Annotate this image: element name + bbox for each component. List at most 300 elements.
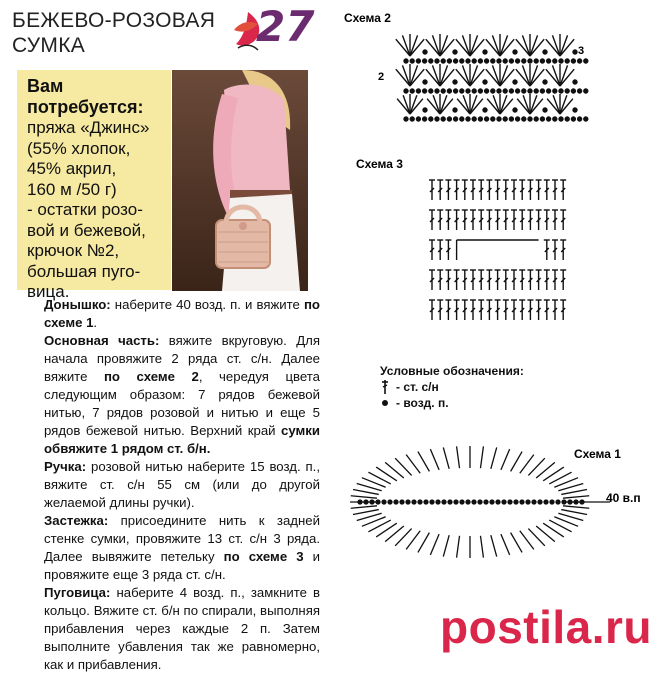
article-title [12, 8, 215, 58]
dc-symbol [560, 240, 566, 260]
chain-dot [423, 80, 427, 84]
chain-dot [578, 59, 582, 63]
fan-symbol [546, 64, 574, 86]
dc-symbol [560, 270, 566, 290]
fan-symbol [426, 34, 454, 56]
dc-symbol [536, 180, 542, 200]
dc-symbol [437, 270, 443, 290]
dc-symbol [429, 240, 435, 260]
chain-dot [550, 500, 554, 504]
materials-line: (55% хлопок, [27, 138, 131, 158]
label-main: Основная часть: [44, 333, 160, 348]
dc-symbol [429, 270, 435, 290]
title-line-1: БЕЖЕВО-РОЗОВАЯ [12, 9, 216, 32]
dc-symbol [443, 447, 449, 468]
chain-dot [571, 59, 575, 63]
dc-symbol [454, 270, 460, 290]
chain-dot [565, 59, 569, 63]
materials-line: крючок №2, [27, 241, 120, 260]
materials-heading-line-2: потребуется: [27, 97, 144, 117]
dc-symbol [503, 300, 509, 320]
watermark-text: postila.ru [440, 601, 653, 653]
dc-symbol [480, 446, 483, 468]
fan-symbol [516, 34, 544, 56]
bold-bottom: по схеме 1 [44, 297, 320, 330]
dc-symbol [445, 270, 451, 290]
dc-symbol [430, 449, 439, 470]
scheme-2-diagram [340, 8, 590, 128]
chain-dot [441, 117, 445, 121]
chain-dot [513, 80, 517, 84]
dc-symbol [457, 536, 460, 558]
materials-line: пряжа «Джинс» [27, 118, 150, 137]
fan-symbol [457, 94, 483, 114]
label-clasp: Застежка: [44, 513, 109, 528]
chain-dot [478, 89, 482, 93]
dc-symbol [495, 270, 501, 290]
dc-symbol [437, 210, 443, 230]
chain-dot [460, 89, 464, 93]
chain-dot [559, 117, 563, 121]
dc-symbol [560, 300, 566, 320]
dc-symbol [351, 506, 377, 508]
chain-dot [454, 89, 458, 93]
dc-symbol [445, 210, 451, 230]
chain-dot [453, 50, 457, 54]
chain-dot [584, 59, 588, 63]
fan-symbol [396, 34, 424, 56]
chain-dot [565, 117, 569, 121]
chain-dot [491, 117, 495, 121]
dc-symbol [443, 535, 449, 556]
chain-dot [573, 80, 577, 84]
dc-symbol [462, 300, 468, 320]
chain-dot [565, 89, 569, 93]
double-crochet-icon [380, 379, 390, 395]
chain-dot [528, 117, 532, 121]
chain-dot [454, 59, 458, 63]
title-line-2: СУМКА [12, 34, 86, 57]
chain-dot [485, 89, 489, 93]
chain-dot [416, 89, 420, 93]
chain-dot [540, 89, 544, 93]
dc-symbol [511, 452, 522, 472]
chain-dot [491, 59, 495, 63]
materials-list [27, 118, 175, 303]
dc-symbol [511, 210, 517, 230]
dc-symbol [351, 496, 377, 498]
chain-dot [404, 59, 408, 63]
fan-symbol [517, 94, 543, 114]
scheme-2-title: Схема 2 [344, 11, 391, 25]
fan-symbol [456, 34, 484, 56]
chain-dot [485, 117, 489, 121]
chain-dot [423, 50, 427, 54]
bold-main-1: по схеме 2 [103, 369, 199, 384]
paragraph-handle [30, 458, 320, 512]
chain-dot [514, 500, 518, 504]
dc-symbol [457, 446, 460, 468]
chain-dot [584, 89, 588, 93]
dc-symbol [511, 533, 522, 553]
materials-box [17, 70, 171, 301]
paragraph-clasp [30, 512, 320, 584]
fan-symbol [456, 64, 484, 86]
chain-dot [516, 59, 520, 63]
dc-symbol [552, 270, 558, 290]
dc-symbol [462, 210, 468, 230]
label-handle: Ручка: [44, 459, 87, 474]
scheme-3-diagram [350, 152, 580, 352]
chain-dot [472, 59, 476, 63]
chain-dot [388, 500, 392, 504]
dc-symbol [478, 300, 484, 320]
fan-symbol [397, 94, 423, 114]
dc-symbol [495, 180, 501, 200]
chain-dot [526, 500, 530, 504]
dc-symbol [470, 270, 476, 290]
chain-dot [503, 89, 507, 93]
model-photo [172, 70, 308, 291]
dc-symbol [486, 270, 492, 290]
chain-dot [410, 59, 414, 63]
dc-symbol [503, 270, 509, 290]
dc-symbol [519, 300, 525, 320]
text-button: наберите 4 возд. п., замкните в кольцо. Вяжите ст. б/н по спирали, выполняя прибавления через каждые 2 п. Затем выполните убавления так же равномерно, как и прибавления. [44, 585, 320, 672]
chain-dot [497, 117, 501, 121]
fan-symbol [486, 64, 514, 86]
chain-dot [553, 117, 557, 121]
chain-dot [534, 59, 538, 63]
bold-main-2: сумки обвяжите 1 рядом ст. б/н. [44, 423, 320, 456]
chain-dot [478, 117, 482, 121]
dc-symbol [470, 300, 476, 320]
dc-symbol [478, 210, 484, 230]
chain-dot [410, 89, 414, 93]
scheme-3-title: Схема 3 [356, 157, 403, 171]
chain-dot [503, 117, 507, 121]
chain-dot [448, 500, 452, 504]
dc-symbol [536, 300, 542, 320]
chain-dot [578, 89, 582, 93]
chain-dot [429, 59, 433, 63]
fan-symbol [487, 94, 513, 114]
dc-symbol [430, 534, 439, 555]
chain-dot [472, 89, 476, 93]
dc-symbol [454, 300, 460, 320]
dc-symbol [429, 210, 435, 230]
chain-dot [516, 117, 520, 121]
chain-dot [491, 89, 495, 93]
instructions-text [30, 296, 320, 674]
text-bottom-end: . [93, 315, 98, 330]
issue-number: 27 [256, 2, 315, 51]
dc-symbol [462, 270, 468, 290]
chain-dot [544, 500, 548, 504]
chain-dot [509, 59, 513, 63]
chain-dot [522, 59, 526, 63]
scheme-1-diagram [320, 440, 660, 600]
chain-dot [435, 59, 439, 63]
chain-dot [483, 80, 487, 84]
dc-symbol [501, 534, 510, 555]
chain-dot [416, 59, 420, 63]
label-button: Пуговица: [44, 585, 111, 600]
dc-symbol [495, 300, 501, 320]
chain-dot [573, 50, 577, 54]
chain-dot [423, 89, 427, 93]
dc-symbol [560, 180, 566, 200]
chain-dot [447, 89, 451, 93]
chain-dot [460, 117, 464, 121]
dc-symbol [437, 240, 443, 260]
dc-symbol [544, 300, 550, 320]
chain-dot [416, 117, 420, 121]
chain-dot [522, 117, 526, 121]
chain-dot [447, 117, 451, 121]
chain-dot [559, 59, 563, 63]
chain-dot [547, 89, 551, 93]
dc-symbol [480, 536, 483, 558]
dc-symbol [511, 180, 517, 200]
text-main-2: , чередуя цвета следующим образом: 7 рядов бежевой нитью, 7 рядов розовой и нитью и еще 5 рядов бежевой нитью. Верхний край [44, 369, 321, 438]
dc-symbol [486, 300, 492, 320]
chain-dot [394, 500, 398, 504]
chain-dot [584, 117, 588, 121]
chain-dot [540, 117, 544, 121]
materials-heading-line-1: Вам [27, 76, 64, 96]
chain-dot [516, 89, 520, 93]
chain-dot [447, 59, 451, 63]
legend-ch: - возд. п. [396, 396, 449, 410]
chain-dot [429, 89, 433, 93]
chain-dot [522, 89, 526, 93]
dc-symbol [563, 496, 589, 498]
chain-dot [430, 500, 434, 504]
dc-symbol [511, 270, 517, 290]
chain-dot [423, 59, 427, 63]
chain-dot [435, 117, 439, 121]
dc-symbol [418, 533, 429, 553]
dc-symbol [544, 180, 550, 200]
chain-dot [466, 500, 470, 504]
materials-line: - остатки розо- [27, 200, 143, 219]
chain-dot [404, 89, 408, 93]
legend-dc: - ст. с/н [396, 380, 439, 394]
chain-dot [532, 500, 536, 504]
chain-dot [497, 89, 501, 93]
chain-dot [478, 500, 482, 504]
dc-symbol [501, 449, 510, 470]
chain-dot [453, 80, 457, 84]
chain-dot [573, 108, 577, 112]
chain-dot [472, 117, 476, 121]
scheme-1-chain-label: 40 в.п [606, 491, 641, 505]
dc-symbol [470, 210, 476, 230]
chain-dot [502, 500, 506, 504]
materials-heading [27, 76, 144, 118]
dc-symbol [527, 210, 533, 230]
dc-symbol [520, 455, 534, 474]
paragraph-bottom [30, 296, 320, 332]
chain-dot [543, 80, 547, 84]
dc-symbol [478, 180, 484, 200]
dc-symbol [429, 300, 435, 320]
dc-symbol [527, 300, 533, 320]
chain-dot [578, 117, 582, 121]
chain-dot [559, 89, 563, 93]
dc-symbol [563, 506, 589, 508]
chain-dot [441, 89, 445, 93]
dc-symbol [560, 210, 566, 230]
chain-dot [571, 117, 575, 121]
materials-line: вица. [27, 282, 70, 301]
scheme-1-title: Схема 1 [574, 447, 621, 461]
legend [380, 363, 524, 411]
chain-dot [534, 89, 538, 93]
dc-symbol [527, 270, 533, 290]
dc-symbol [478, 270, 484, 290]
dc-symbol [536, 210, 542, 230]
dc-symbol [519, 180, 525, 200]
chain-dot [485, 59, 489, 63]
chain-dot [538, 500, 542, 504]
chain-dot [543, 108, 547, 112]
chain-dot [466, 59, 470, 63]
dc-symbol [418, 452, 429, 472]
chain-dot [429, 117, 433, 121]
dc-symbol [511, 300, 517, 320]
dc-symbol [561, 490, 587, 495]
dc-symbol [445, 240, 451, 260]
fan-symbol [396, 64, 424, 86]
materials-line: 160 м /50 г) [27, 179, 117, 199]
paragraph-button [30, 584, 320, 674]
chain-dot [478, 59, 482, 63]
dc-symbol [544, 210, 550, 230]
chain-dot [382, 500, 386, 504]
fan-symbol [486, 34, 514, 56]
chain-dot [540, 59, 544, 63]
text-handle: розовой нитью наберите 15 возд. п., вяжите ст. с/н 55 см (или до другой желаемой длины ручки). [44, 459, 320, 510]
chain-dot [543, 50, 547, 54]
chain-stitch-icon [380, 397, 390, 409]
chain-dot [547, 117, 551, 121]
chain-dot [503, 59, 507, 63]
fan-symbol [426, 64, 454, 86]
chain-dot [423, 108, 427, 112]
dc-symbol [491, 447, 497, 468]
scheme-2-row-label: 2 [378, 71, 385, 83]
chain-dot [513, 50, 517, 54]
dc-symbol [429, 180, 435, 200]
dc-symbol [353, 510, 379, 515]
fan-symbol [427, 94, 453, 114]
dc-symbol [561, 510, 587, 515]
materials-line: большая пуго- [27, 261, 141, 281]
chain-dot [571, 89, 575, 93]
chain-dot [453, 108, 457, 112]
chain-dot [466, 89, 470, 93]
chain-dot [534, 117, 538, 121]
chain-dot [528, 89, 532, 93]
bold-clasp: по схеме 3 [223, 549, 304, 564]
chain-dot [553, 89, 557, 93]
chain-dot [513, 108, 517, 112]
dc-symbol [520, 531, 534, 550]
chain-dot [454, 500, 458, 504]
dc-symbol [437, 300, 443, 320]
chain-dot [400, 500, 404, 504]
dc-symbol [552, 240, 558, 260]
dc-symbol [552, 180, 558, 200]
dc-symbol [462, 180, 468, 200]
label-bottom: Донышко: [44, 297, 111, 312]
chain-dot [528, 59, 532, 63]
dc-symbol [406, 531, 420, 550]
chain-dot [424, 500, 428, 504]
dc-symbol [503, 210, 509, 230]
fan-symbol [547, 94, 573, 114]
chain-dot [490, 500, 494, 504]
chain-dot [412, 500, 416, 504]
text-clasp-1: присоедините нить к задней стенке сумки, провяжите 13 ст. с/н 3 ряда. Далее вывяжите петельку [44, 513, 320, 564]
chain-dot [483, 50, 487, 54]
chain-dot [520, 500, 524, 504]
dc-symbol [486, 210, 492, 230]
chain-dot [442, 500, 446, 504]
dc-symbol [486, 180, 492, 200]
fan-symbol [546, 34, 574, 56]
chain-dot [553, 59, 557, 63]
chain-dot [410, 117, 414, 121]
chain-dot [509, 117, 513, 121]
text-main-1: вяжите вкруговую. Для начала провяжите 2 ряда ст. с/н. Далее вяжите [44, 333, 320, 384]
chain-dot [497, 59, 501, 63]
dc-symbol [544, 270, 550, 290]
chain-dot [404, 117, 408, 121]
chain-dot [509, 89, 513, 93]
dc-symbol [470, 180, 476, 200]
chain-dot [418, 500, 422, 504]
chain-dot [483, 108, 487, 112]
paragraph-main [30, 332, 320, 458]
materials-line: вой и бежевой, [27, 220, 146, 240]
dc-symbol [491, 535, 497, 556]
dc-symbol [445, 180, 451, 200]
dc-symbol [519, 210, 525, 230]
text-clasp-2: и провяжите еще 3 ряда ст. с/н. [44, 549, 320, 582]
chain-dot [496, 500, 500, 504]
chain-dot [423, 117, 427, 121]
dc-symbol [445, 300, 451, 320]
chain-dot [472, 500, 476, 504]
chain-dot [441, 59, 445, 63]
dc-symbol [437, 180, 443, 200]
legend-title: Условные обозначения: [380, 364, 524, 378]
chain-dot [435, 89, 439, 93]
chain-dot [460, 59, 464, 63]
dc-symbol [495, 210, 501, 230]
dc-symbol [527, 180, 533, 200]
chain-dot [406, 500, 410, 504]
dc-symbol [353, 490, 379, 495]
text-bottom: наберите 40 возд. п. и вяжите [110, 297, 304, 312]
dc-symbol [536, 270, 542, 290]
dc-symbol [544, 240, 550, 260]
chain-dot [460, 500, 464, 504]
chain-dot [436, 500, 440, 504]
